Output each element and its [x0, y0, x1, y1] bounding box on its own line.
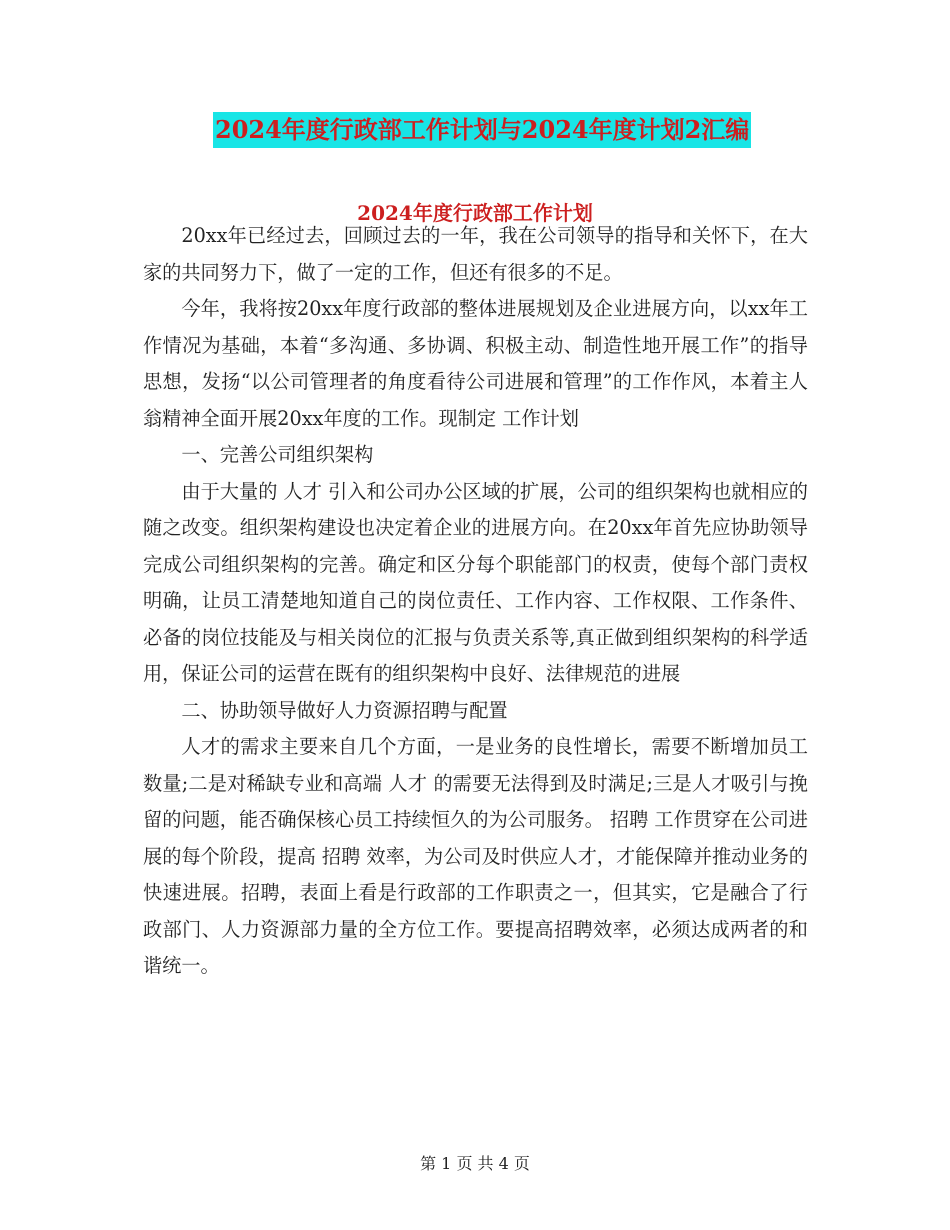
paragraph-recruitment: 人才的需求主要来自几个方面，一是业务的良性增长，需要不断增加员工数量;二是对稀缺专业和高端 人才 的需要无法得到及时满足;三是人才吸引与挽留的问题，能否确保核心员工持续恒久的为公司服务。 招聘 工作贯穿在公司进展的每个阶段，提高 招聘 效率，为公司及时供应人才，才能保障并推动业务的快速进展。招聘，表面上看是行政部的工作职责之一，但其实，它是融合了行政部门、人力资源部力量的全方位工作。要提高招聘效率，必须达成两者的和谐统一。	[143, 735, 808, 977]
paragraph-organization-structure: 由于大量的 人才 引入和公司办公区域的扩展，公司的组织架构也就相应的随之改变。组织架构建设也决定着企业的进展方向。在20xx年首先应协助领导完成公司组织架构的完善。确定和区分每个职能部门的权责，使每个部门责权明确，让员工清楚地知道自己的岗位责任、工作内容、工作权限、工作条件、必备的岗位技能及与相关岗位的汇报与负责关系等,真正做到组织架构的科学适用，保证公司的运营在既有的组织架构中良好、法律规范的进展	[143, 479, 808, 685]
document-body	[143, 218, 808, 985]
heading-organization-structure: 一、完善公司组织架构	[181, 443, 374, 466]
paragraph-intro: 20xx年已经过去，回顾过去的一年，我在公司领导的指导和关怀下，在大家的共同努力下，做了一定的工作，但还有很多的不足。	[143, 224, 808, 284]
section-title: 2024年度行政部工作计划	[357, 201, 593, 225]
heading-recruitment: 二、协助领导做好人力资源招聘与配置	[181, 698, 508, 722]
page-footer: 第 1 页 共 4 页	[420, 1154, 530, 1173]
paragraph-plan-overview: 今年，我将按20xx年度行政部的整体进展规划及企业进展方向，以xx年工作情况为基础，本着“多沟通、多协调、积极主动、制造性地开展工作”的指导思想，发扬“以公司管理者的角度看待公司进展和管理”的工作作风，本着主人翁精神全面开展20xx年度的工作。现制定 工作计划	[143, 297, 808, 430]
document-main-title: 2024年度行政部工作计划与2024年度计划2汇编	[213, 112, 751, 148]
